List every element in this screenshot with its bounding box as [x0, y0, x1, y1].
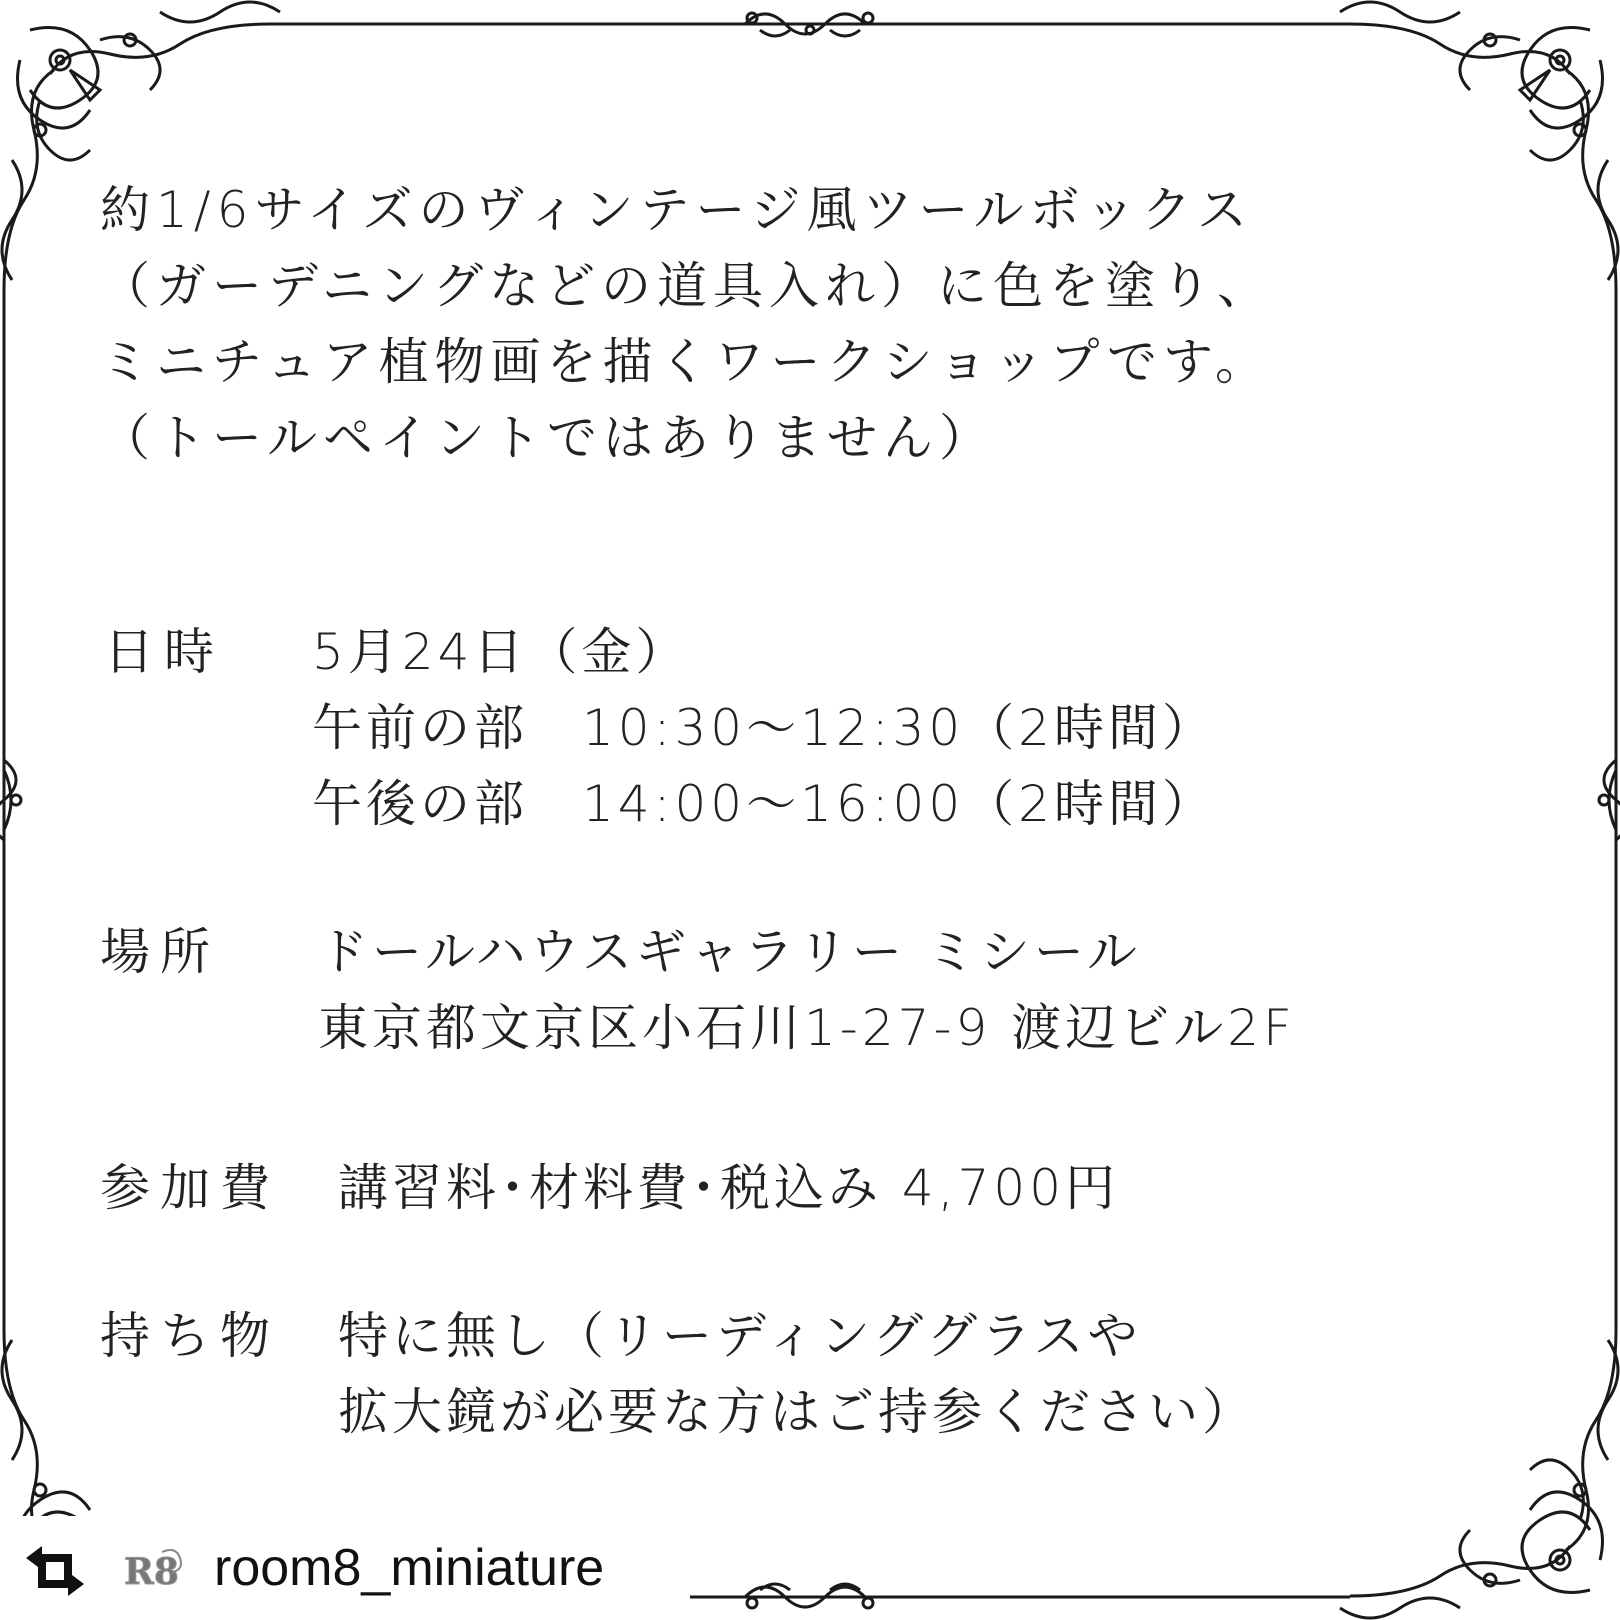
- intro-line: ミニチュア植物画を描くワークショップです。: [100, 333, 1271, 391]
- items-label: 持ち物: [100, 1307, 280, 1365]
- bottom-right-corner-ornament: [1340, 1330, 1618, 1618]
- schedule-date: 5月24日（金）: [312, 623, 690, 681]
- intro-paragraph: [100, 172, 1273, 476]
- avatar-logo-text: R8: [124, 1551, 179, 1593]
- venue-address: 東京都文京区小石川1-27-9 渡辺ビル2F: [318, 999, 1296, 1057]
- schedule-label: 日時: [104, 623, 224, 681]
- repost-icon[interactable]: [22, 1546, 88, 1596]
- intro-line: 約1/6サイズのヴィンテージ風ツールボックス: [100, 181, 1253, 239]
- repost-username[interactable]: room8_miniature: [214, 1539, 605, 1597]
- fee-label: 参加費: [100, 1159, 280, 1217]
- fee-value: 講習料･材料費･税込み 4,700円: [338, 1159, 1120, 1217]
- items-line: 拡大鏡が必要な方はご持参ください）: [338, 1383, 1256, 1441]
- schedule-morning-session: 午前の部 10:30〜12:30（2時間）: [312, 699, 1216, 757]
- items-line: 特に無し（リーディンググラスや: [338, 1307, 1142, 1365]
- venue-name: ドールハウスギャラリー ミシール: [318, 923, 1141, 981]
- intro-line: （トールペイントではありません）: [100, 409, 995, 467]
- intro-line: （ガーデニングなどの道具入れ）に色を塗り、: [100, 257, 1273, 315]
- venue-label: 場所: [100, 923, 220, 981]
- top-right-corner-ornament: [1340, 2, 1618, 290]
- avatar[interactable]: [118, 1542, 186, 1598]
- schedule-afternoon-session: 午後の部 14:00〜16:00（2時間）: [312, 775, 1216, 833]
